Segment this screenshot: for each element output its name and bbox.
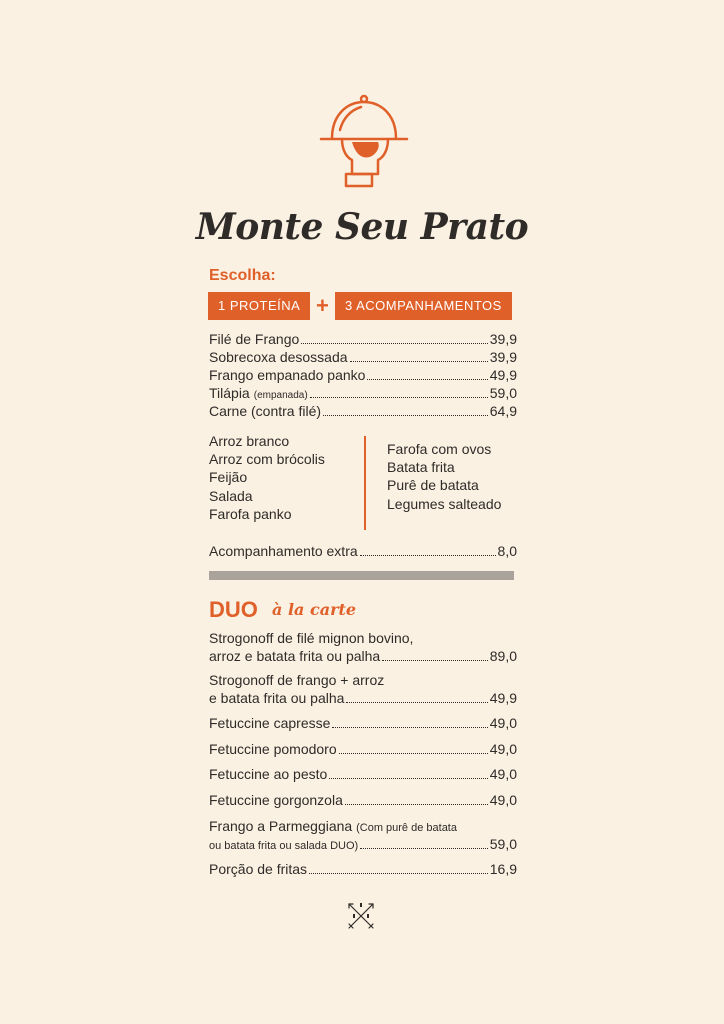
protein-price: 59,0 — [489, 385, 517, 401]
duo-item — [209, 836, 517, 852]
dot-leader — [339, 753, 488, 754]
page-title: Monte Seu Prato — [195, 206, 529, 248]
duo-item — [209, 861, 517, 877]
side-item: Legumes salteado — [387, 495, 502, 512]
protein-price: 39,9 — [489, 349, 517, 365]
protein-name: Carne (contra filé) — [209, 403, 322, 419]
protein-price: 64,9 — [489, 403, 517, 419]
duo-item-name: Porção de fritas — [209, 861, 308, 877]
side-item: Arroz com brócolis — [209, 451, 325, 468]
duo-item — [209, 792, 517, 808]
sides-badge: 3 ACOMPANHAMENTOS — [335, 292, 512, 320]
cloche-hand-icon — [318, 94, 410, 194]
vertical-divider — [364, 436, 366, 530]
duo-item-name: ou batata frita ou salada DUO) — [209, 840, 359, 852]
section-divider — [209, 571, 514, 580]
sides-list-right — [387, 440, 501, 513]
extra-item — [209, 543, 517, 559]
duo-item-price: 89,0 — [489, 648, 517, 664]
crossed-arrows-icon — [345, 900, 377, 932]
extra-name: Acompanhamento extra — [209, 543, 358, 559]
duo-item-name: Fetuccine gorgonzola — [209, 792, 343, 808]
dot-leader — [323, 415, 488, 416]
dot-leader — [309, 873, 488, 874]
protein-price: 49,9 — [489, 367, 517, 383]
extra-price: 8,0 — [497, 543, 517, 559]
side-item: Farofa panko — [209, 505, 292, 522]
protein-price: 39,9 — [489, 331, 517, 347]
dot-leader — [329, 778, 487, 779]
duo-item-line1-name: Frango a Parmeggiana — [209, 818, 353, 834]
duo-item-price: 49,0 — [489, 766, 517, 782]
plus-sign: + — [316, 293, 329, 318]
duo-item — [209, 715, 517, 731]
duo-title: DUO — [209, 597, 258, 622]
dot-leader — [332, 727, 487, 728]
side-item: Farofa com ovos — [387, 441, 492, 457]
duo-item-name: arroz e batata frita ou palha — [209, 648, 381, 664]
duo-item-name: Fetuccine ao pesto — [209, 766, 328, 782]
duo-item-price: 49,0 — [489, 715, 517, 731]
dot-leader — [360, 555, 496, 556]
dot-leader — [345, 804, 488, 805]
dot-leader — [350, 361, 488, 362]
sides-list-left — [209, 432, 325, 523]
duo-item-name: e batata frita ou palha — [209, 690, 345, 706]
protein-name: Tilápia — [209, 385, 250, 401]
dot-leader — [382, 660, 488, 661]
duo-item — [209, 766, 517, 782]
protein-badge: 1 PROTEÍNA — [208, 292, 310, 320]
duo-item — [209, 690, 517, 706]
side-item: Batata frita — [387, 459, 455, 476]
duo-item — [209, 741, 517, 757]
duo-item-price: 49,0 — [489, 792, 517, 808]
duo-item-price: 16,9 — [489, 861, 517, 877]
choose-label: Escolha: — [209, 267, 276, 284]
duo-item — [209, 648, 517, 664]
dot-leader — [310, 397, 488, 398]
dot-leader — [346, 702, 487, 703]
protein-name: Frango empanado panko — [209, 367, 366, 383]
dot-leader — [360, 848, 488, 849]
side-item: Feijão — [209, 469, 248, 486]
protein-name: Filé de Frango — [209, 331, 300, 347]
protein-item — [209, 385, 517, 401]
protein-item — [209, 331, 517, 347]
side-item: Salada — [209, 487, 253, 504]
duo-item-name: Fetuccine pomodoro — [209, 741, 337, 757]
dot-leader — [301, 343, 487, 344]
protein-note: (empanada) — [253, 390, 308, 401]
duo-item-line1: Strogonoff de frango + arroz — [209, 672, 385, 688]
duo-item-price: 49,9 — [489, 690, 517, 706]
duo-item-price: 59,0 — [489, 836, 517, 852]
duo-item-price: 49,0 — [489, 741, 517, 757]
side-item: Arroz branco — [209, 433, 290, 449]
duo-item-line1: Strogonoff de filé mignon bovino, — [209, 630, 414, 646]
protein-item — [209, 367, 517, 383]
duo-subtitle: à la carte — [272, 600, 357, 619]
duo-item-name: Fetuccine capresse — [209, 715, 331, 731]
side-item: Purê de batata — [387, 477, 479, 494]
protein-name: Sobrecoxa desossada — [209, 349, 348, 365]
duo-item-note: (Com purê de batata — [356, 822, 457, 834]
protein-item — [209, 349, 517, 365]
dot-leader — [367, 379, 487, 380]
protein-item — [209, 403, 517, 419]
duo-item-line1 — [209, 818, 457, 834]
